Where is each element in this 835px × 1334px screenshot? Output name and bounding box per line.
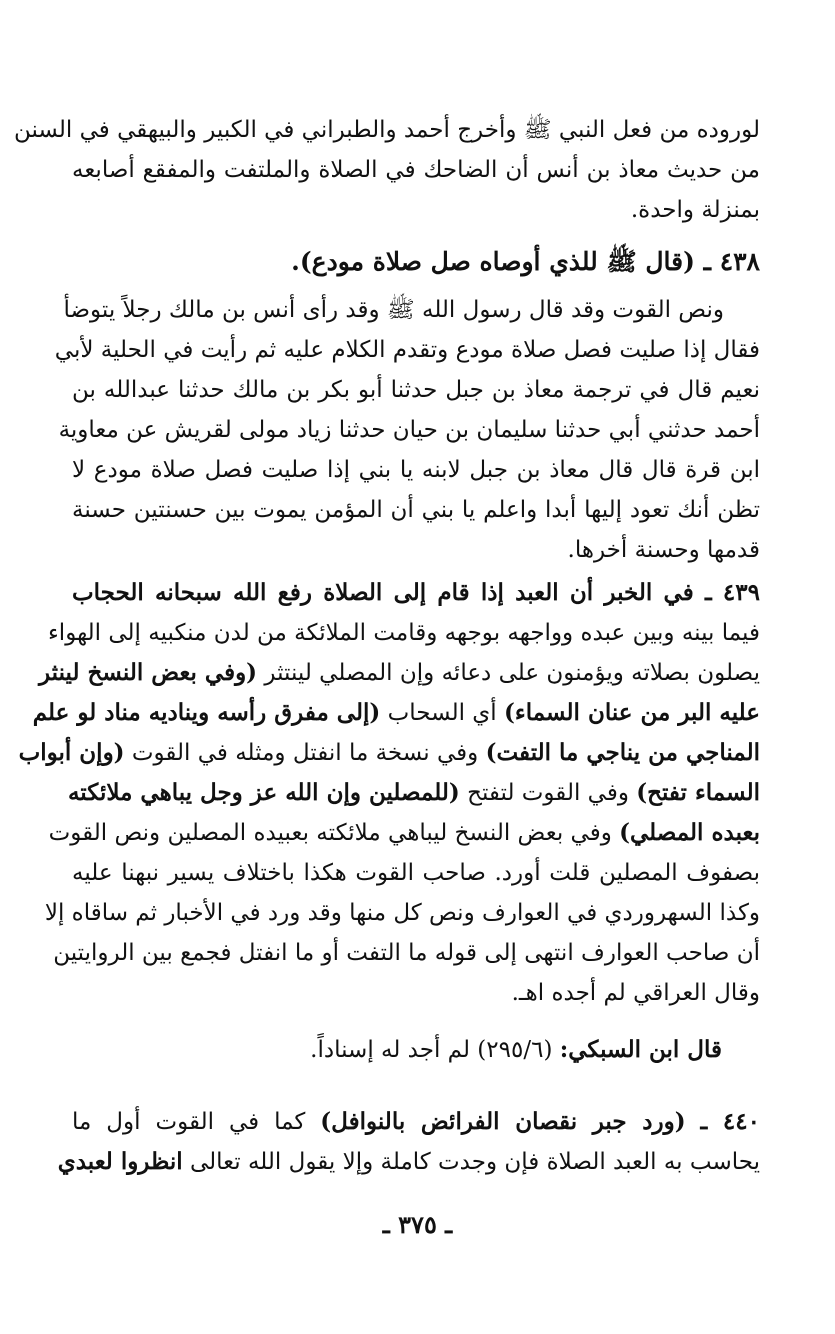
section-number: ٤٣٨ ـ [703, 247, 760, 276]
note-reference: (٢٩٥/٦) [477, 1037, 553, 1063]
note-text: لم أجد له إسناداً. [310, 1037, 470, 1063]
plain-text: يصلون بصلاته ويؤمنون على دعائه وإن المصلي لينتثر [264, 660, 760, 686]
bold-text: بعبده المصلي) [619, 819, 760, 846]
text-line [72, 1102, 760, 1142]
note-label: قال ابن السبكي: [559, 1036, 722, 1063]
text-line: وكذا السهروردي في العوارف ونص كل منها وقد ورد في الأخبار ثم ساقاه إلا [44, 900, 760, 926]
section-number: ٤٣٩ ـ [704, 579, 760, 606]
plain-text: وفي بعض النسخ ليباهي ملائكته بعبيده المصلين ونص القوت [48, 820, 612, 846]
bold-text: (وفي بعض النسخ لينثر [38, 659, 258, 686]
text-line: من حديث معاذ بن أنس أن الضاحك في الصلاة والملتفت والمفقع أصابعه [72, 157, 761, 183]
section-title: (قال ﷺ للذي أوصاه صل صلاة مودع). [291, 247, 695, 276]
text-line: وقال العراقي لم أجده اهـ. [511, 980, 760, 1006]
bold-text: (للمصلين وإن الله عز وجل يباهي ملائكته [67, 779, 460, 806]
subki-note [72, 1030, 722, 1070]
text-line: بمنزلة واحدة. [630, 197, 760, 223]
page-number: ـ ٣٧٥ ـ [382, 1210, 453, 1239]
text-line: ابن قرة قال قال معاذ بن جبل لابنه يا بني إذا صليت فصل صلاة مودع لا [72, 457, 760, 483]
text-line: بصفوف المصلين قلت أورد. صاحب القوت هكذا باختلاف يسير نبهنا عليه [72, 860, 760, 886]
text-line [32, 693, 760, 733]
section-heading-438 [72, 240, 760, 284]
section-number: ٤٤٠ ـ [700, 1108, 760, 1135]
plain-text: وفي القوت لتفتح [467, 780, 629, 806]
bold-text: السماء تفتح) [636, 779, 760, 806]
text-line: نعيم قال في ترجمة معاذ بن جبل حدثنا أبو بكر بن مالك حدثنا عبدالله بن [72, 377, 760, 403]
paragraph-438 [54, 290, 760, 570]
text-line: فيما بينه وبين عبده وواجهه بوجهه وقامت الملائكة من لدن منكبيه إلى الهواء [47, 620, 760, 646]
bold-text: انظروا لعبدي [57, 1148, 183, 1175]
text-line: تظن أنك تعود إليها أبدا واعلم يا بني أن المؤمن يموت بين حسنتين حسنة [72, 497, 760, 523]
text-line [57, 1142, 760, 1182]
plain-text: كما في القوت أول ما [72, 1109, 306, 1135]
text-line [18, 733, 760, 773]
section-title: في الخبر أن العبد إذا قام إلى الصلاة رفع الله سبحانه الحجاب [72, 579, 694, 606]
text-line [48, 813, 760, 853]
text-line: أن صاحب العوارف انتهى إلى قوله ما التفت أو ما انفتل فجمع بين الروايتين [53, 940, 760, 966]
text-line [67, 773, 760, 813]
text-line: فقال إذا صليت فصل صلاة مودع وتقدم الكلام عليه ثم رأيت في الحلية لأبي [54, 337, 760, 363]
text-line: أحمد حدثني أبي حدثنا سليمان بن حيان حدثنا زياد مولى لقريش عن معاوية [58, 417, 760, 443]
text-line: قدمها وحسنة أخرها. [567, 537, 760, 563]
bold-text: (إلى مفرق رأسه ويناديه مناد لو علم [32, 699, 381, 726]
bold-text: (وإن أبواب [18, 739, 125, 766]
text-line: ونص القوت وقد قال رسول الله ﷺ وقد رأى أنس بن مالك رجلاً يتوضأ [63, 297, 724, 323]
plain-text: يحاسب به العبد الصلاة فإن وجدت كاملة وإلا يقول الله تعالى [189, 1149, 760, 1175]
bold-text: عليه البر من عنان السماء) [504, 699, 760, 726]
bold-text: المناجي من يناجي ما التفت) [485, 739, 760, 766]
plain-text: أي السحاب [387, 700, 497, 726]
section-title: (ورد جبر نقصان الفرائض بالنوافل) [320, 1108, 686, 1135]
text-line: لوروده من فعل النبي ﷺ وأخرج أحمد والطبراني في الكبير والبيهقي في السنن [13, 117, 760, 143]
paragraph-439 [18, 573, 760, 1013]
paragraph-continuation [13, 110, 761, 230]
text-line [72, 573, 760, 613]
paragraph-440 [57, 1102, 760, 1182]
text-line [38, 653, 760, 693]
plain-text: وفي نسخة ما انفتل ومثله في القوت [131, 740, 479, 766]
